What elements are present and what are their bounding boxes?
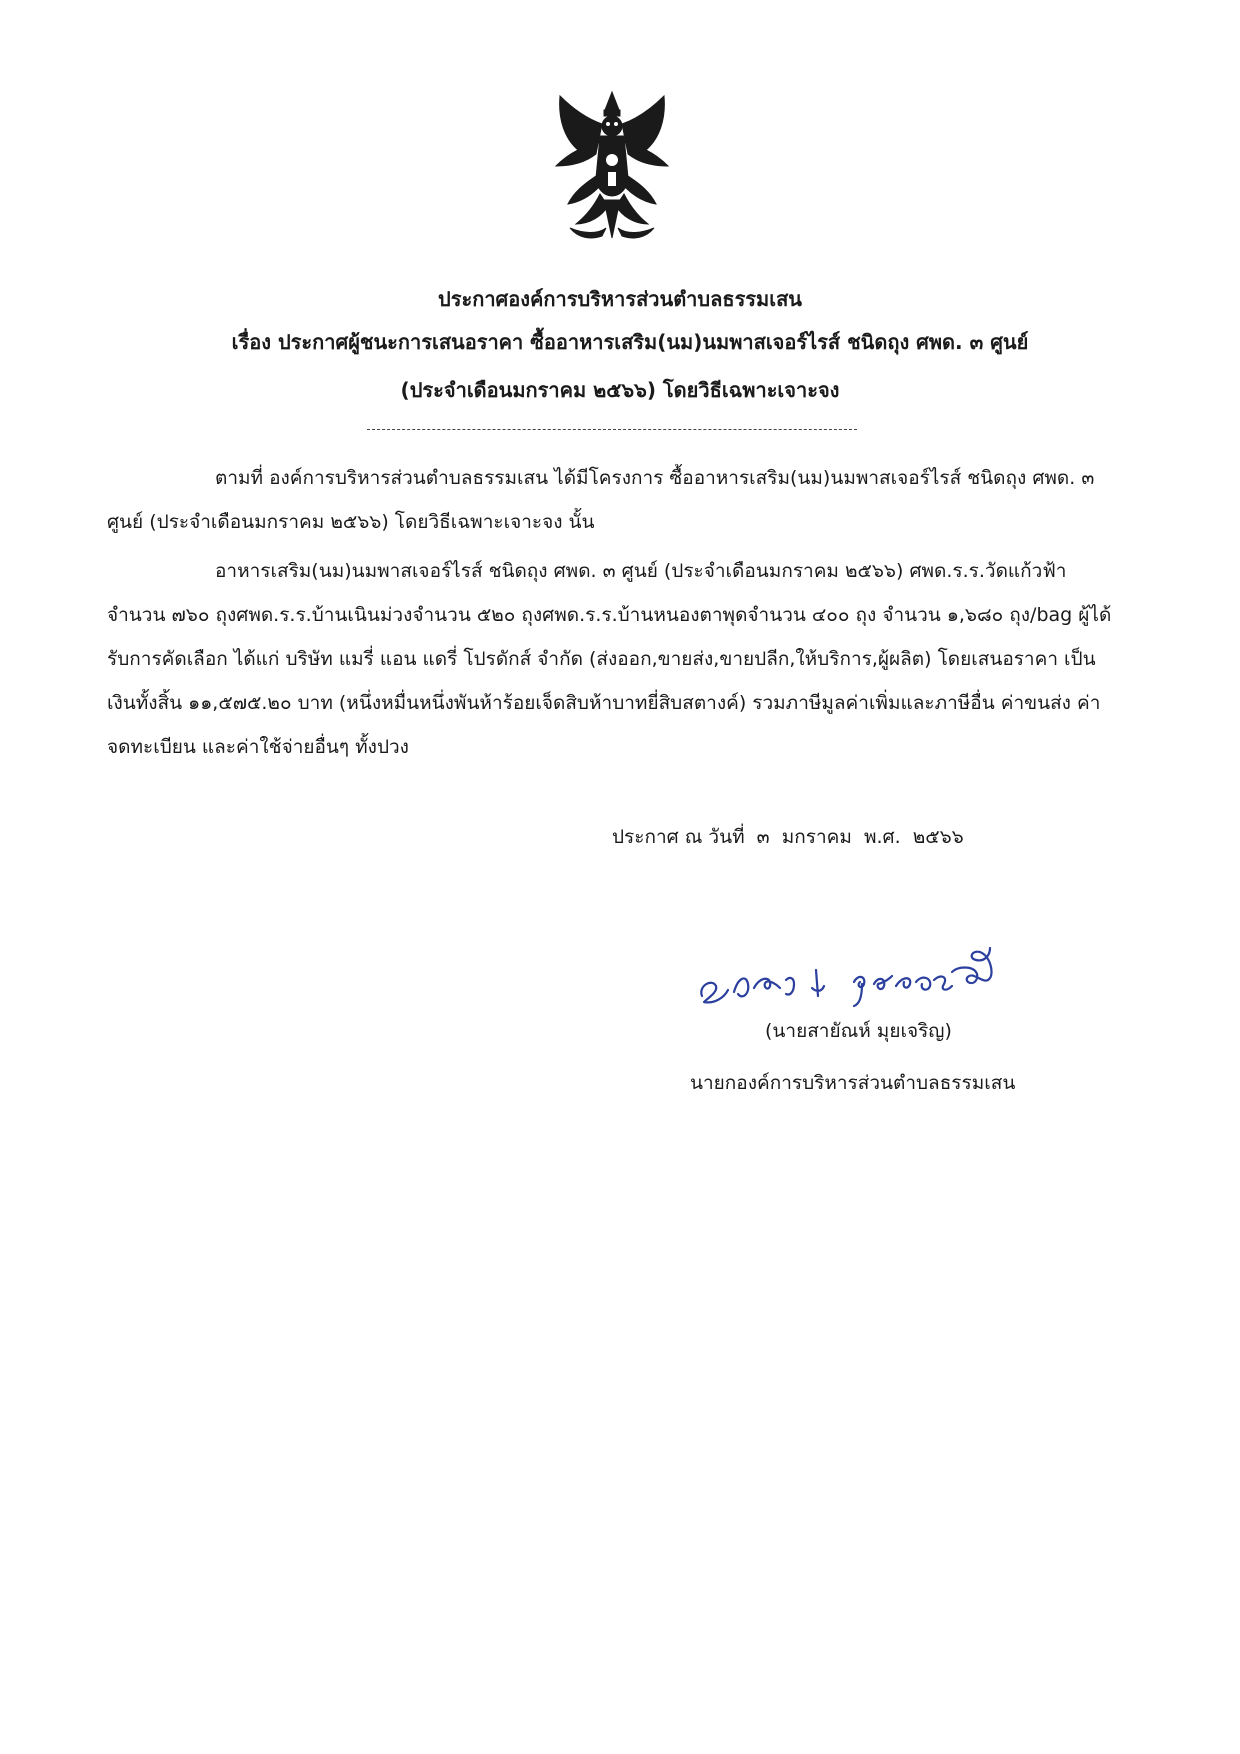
signer-name: (นายสายัณห์ มุยเจริญ) xyxy=(765,1020,952,1042)
heading-divider xyxy=(367,429,857,430)
announcement-date: ประกาศ ณ วันที่ ๓ มกราคม พ.ศ. ๒๕๖๖ xyxy=(612,826,964,848)
garuda-emblem-icon xyxy=(550,88,675,258)
handwritten-signature xyxy=(690,926,1030,1026)
body-paragraph-project: ตามที่ องค์การบริหารส่วนตำบลธรรมเสน ได้มีโครงการ ซื้ออาหารเสริม(นม)นมพาสเจอร์ไรส์ ชนิดถุง ศพด. ๓ ศูนย์ (ประจำเดือนมกราคม ๒๕๖๖) โดยวิธีเฉพาะเจาะจง นั้น xyxy=(107,467,1095,533)
body-paragraph-award: อาหารเสริม(นม)นมพาสเจอร์ไรส์ ชนิดถุง ศพด. ๓ ศูนย์ (ประจำเดือนมกราคม ๒๕๖๖) ศพด.ร.ร.วัดแก้วฟ้าจำนวน ๗๖๐ ถุงศพด.ร.ร.บ้านเนินม่วงจำนวน ๕๒๐ ถุงศพด.ร.ร.บ้านหนองตาพุดจำนวน ๔๐๐ ถุง จำนวน ๑,๖๘๐ ถุง/bag ผู้ได้รับการคัดเลือก ได้แก่ บริษัท แมรี่ แอน แดรี่ โปรดักส์ จำกัด (ส่งออก,ขายส่ง,ขายปลีก,ให้บริการ,ผู้ผลิต) โดยเสนอราคา เป็นเงินทั้งสิ้น ๑๑,๕๗๕.๒๐ บาท (หนึ่งหมื่นหนึ่งพันห้าร้อยเจ็ดสิบห้าบาทยี่สิบสตางค์) รวมภาษีมูลค่าเพิ่มและภาษีอื่น ค่าขนส่ง ค่าจดทะเบียน และค่าใช้จ่ายอื่นๆ ทั้งปวง xyxy=(107,560,1112,758)
signer-title: นายกองค์การบริหารส่วนตำบลธรรมเสน xyxy=(690,1072,1016,1094)
announcement-title: ประกาศองค์การบริหารส่วนตำบลธรรมเสน xyxy=(438,287,802,311)
announcement-subject-period: (ประจำเดือนมกราคม ๒๕๖๖) โดยวิธีเฉพาะเจาะจง xyxy=(400,378,840,402)
announcement-subject: เรื่อง ประกาศผู้ชนะการเสนอราคา ซื้ออาหารเสริม(นม)นมพาสเจอร์ไรส์ ชนิดถุง ศพด. ๓ ศูนย์ xyxy=(231,330,1029,354)
